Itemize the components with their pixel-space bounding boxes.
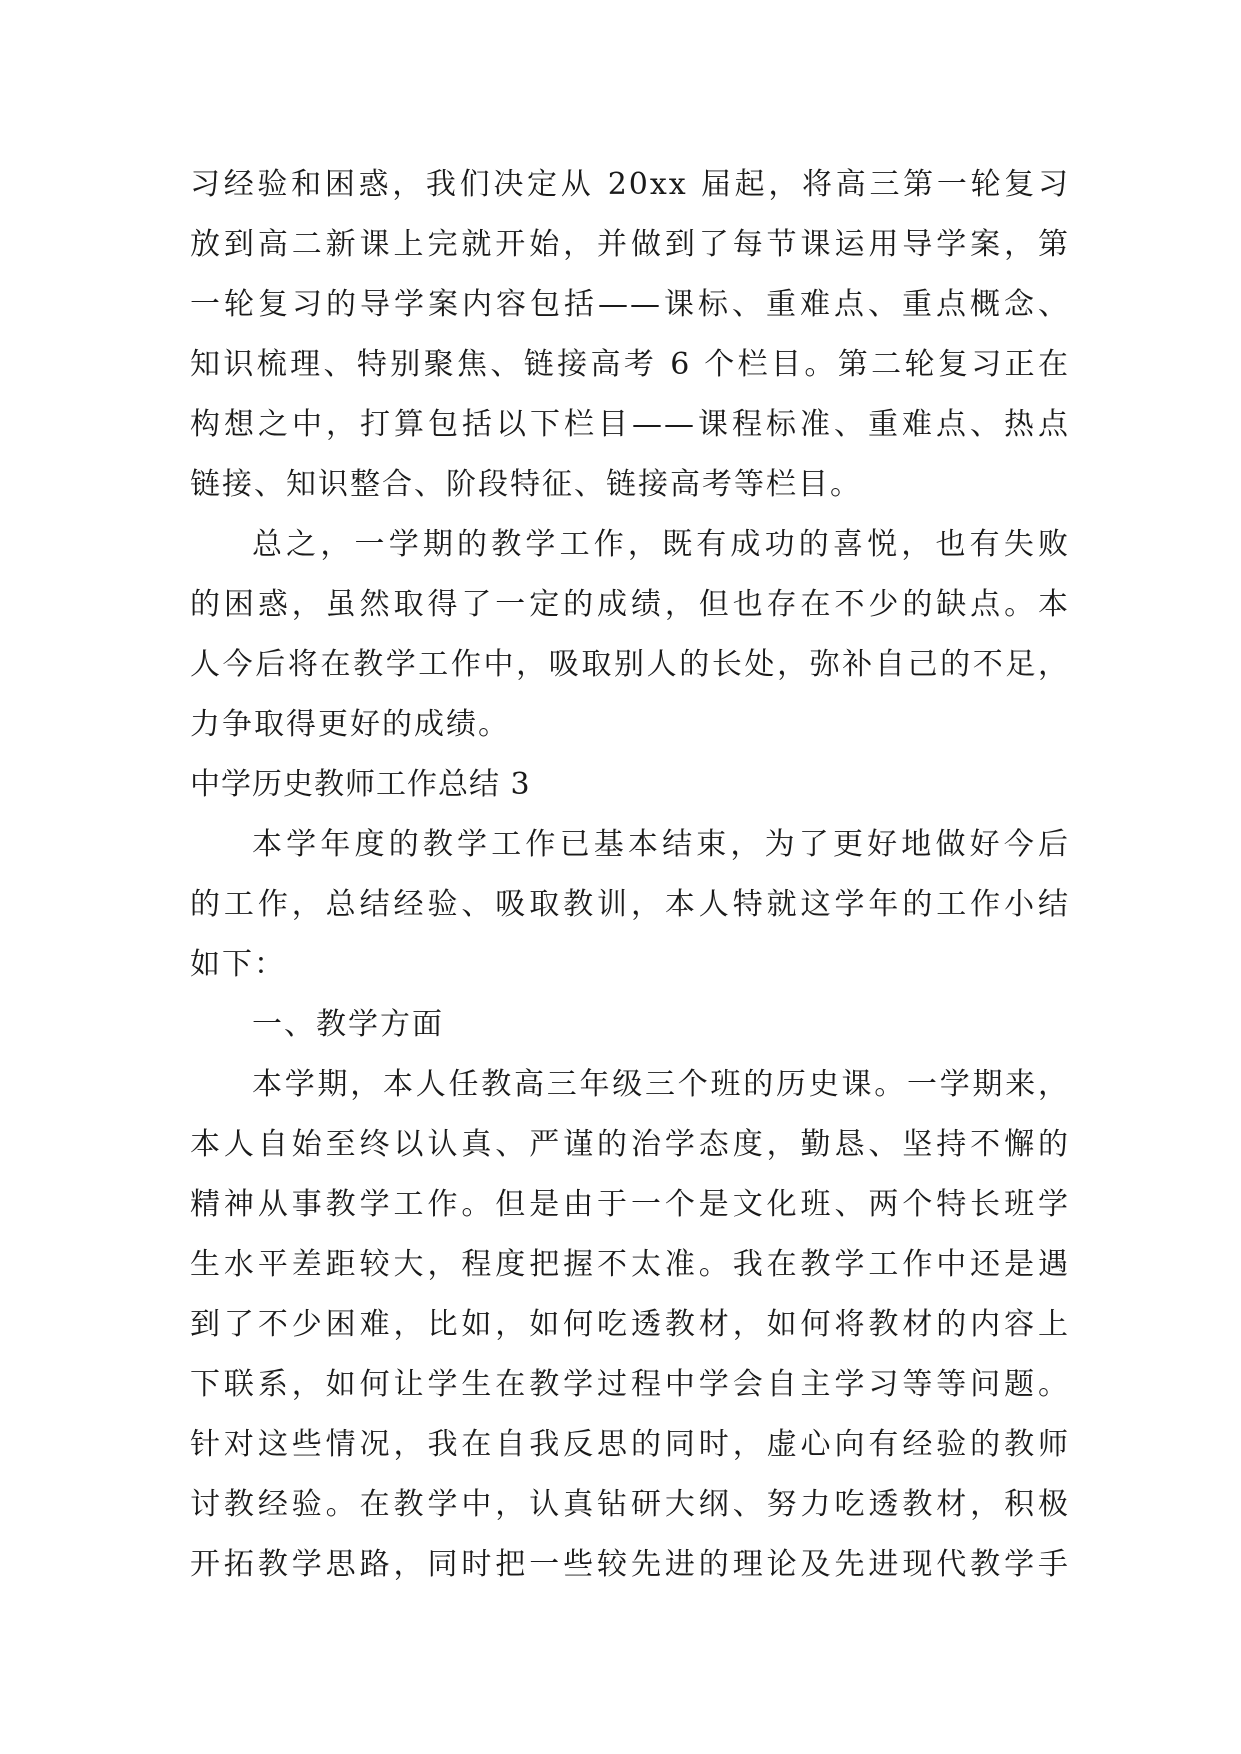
text-line: 人今后将在教学工作中，吸取别人的长处，弥补自己的不足，	[190, 647, 1070, 682]
text-line: 开拓教学思路，同时把一些较先进的理论及先进现代教学手	[190, 1547, 1070, 1582]
text-line: 本学年度的教学工作已基本结束，为了更好地做好今后	[252, 827, 1070, 862]
text-line: 一轮复习的导学案内容包括——课标、重难点、重点概念、	[190, 287, 1070, 322]
text-line: 构想之中，打算包括以下栏目——课程标准、重难点、热点	[190, 407, 1070, 442]
text-line: 一、教学方面	[252, 1007, 444, 1042]
text-line: 习经验和困惑，我们决定从 20xx 届起，将高三第一轮复习	[190, 167, 1070, 202]
text-line: 生水平差距较大，程度把握不太准。我在教学工作中还是遇	[190, 1247, 1070, 1282]
text-line: 放到高二新课上完就开始，并做到了每节课运用导学案，第	[190, 227, 1070, 262]
text-line: 本人自始至终以认真、严谨的治学态度，勤恳、坚持不懈的	[190, 1127, 1070, 1162]
text-line: 知识梳理、特别聚焦、链接高考 6 个栏目。第二轮复习正在	[190, 347, 1070, 382]
text-line: 精神从事教学工作。但是由于一个是文化班、两个特长班学	[190, 1187, 1070, 1222]
section-heading: 中学历史教师工作总结 3	[190, 767, 531, 802]
text-line: 的困惑，虽然取得了一定的成绩，但也存在不少的缺点。本	[190, 587, 1070, 622]
text-line: 下联系，如何让学生在教学过程中学会自主学习等等问题。	[190, 1367, 1070, 1402]
text-line: 的工作，总结经验、吸取教训，本人特就这学年的工作小结	[190, 887, 1070, 922]
text-line: 本学期，本人任教高三年级三个班的历史课。一学期来，	[252, 1067, 1070, 1102]
text-line: 到了不少困难，比如，如何吃透教材，如何将教材的内容上	[190, 1307, 1070, 1342]
text-line: 链接、知识整合、阶段特征、链接高考等栏目。	[190, 467, 862, 502]
text-line: 如下：	[190, 947, 286, 982]
text-line: 讨教经验。在教学中，认真钻研大纲、努力吃透教材，积极	[190, 1487, 1070, 1522]
document-body	[190, 155, 1070, 1595]
text-line: 力争取得更好的成绩。	[190, 707, 510, 742]
text-line: 针对这些情况，我在自我反思的同时，虚心向有经验的教师	[190, 1427, 1070, 1462]
text-line: 总之，一学期的教学工作，既有成功的喜悦，也有失败	[252, 527, 1070, 562]
